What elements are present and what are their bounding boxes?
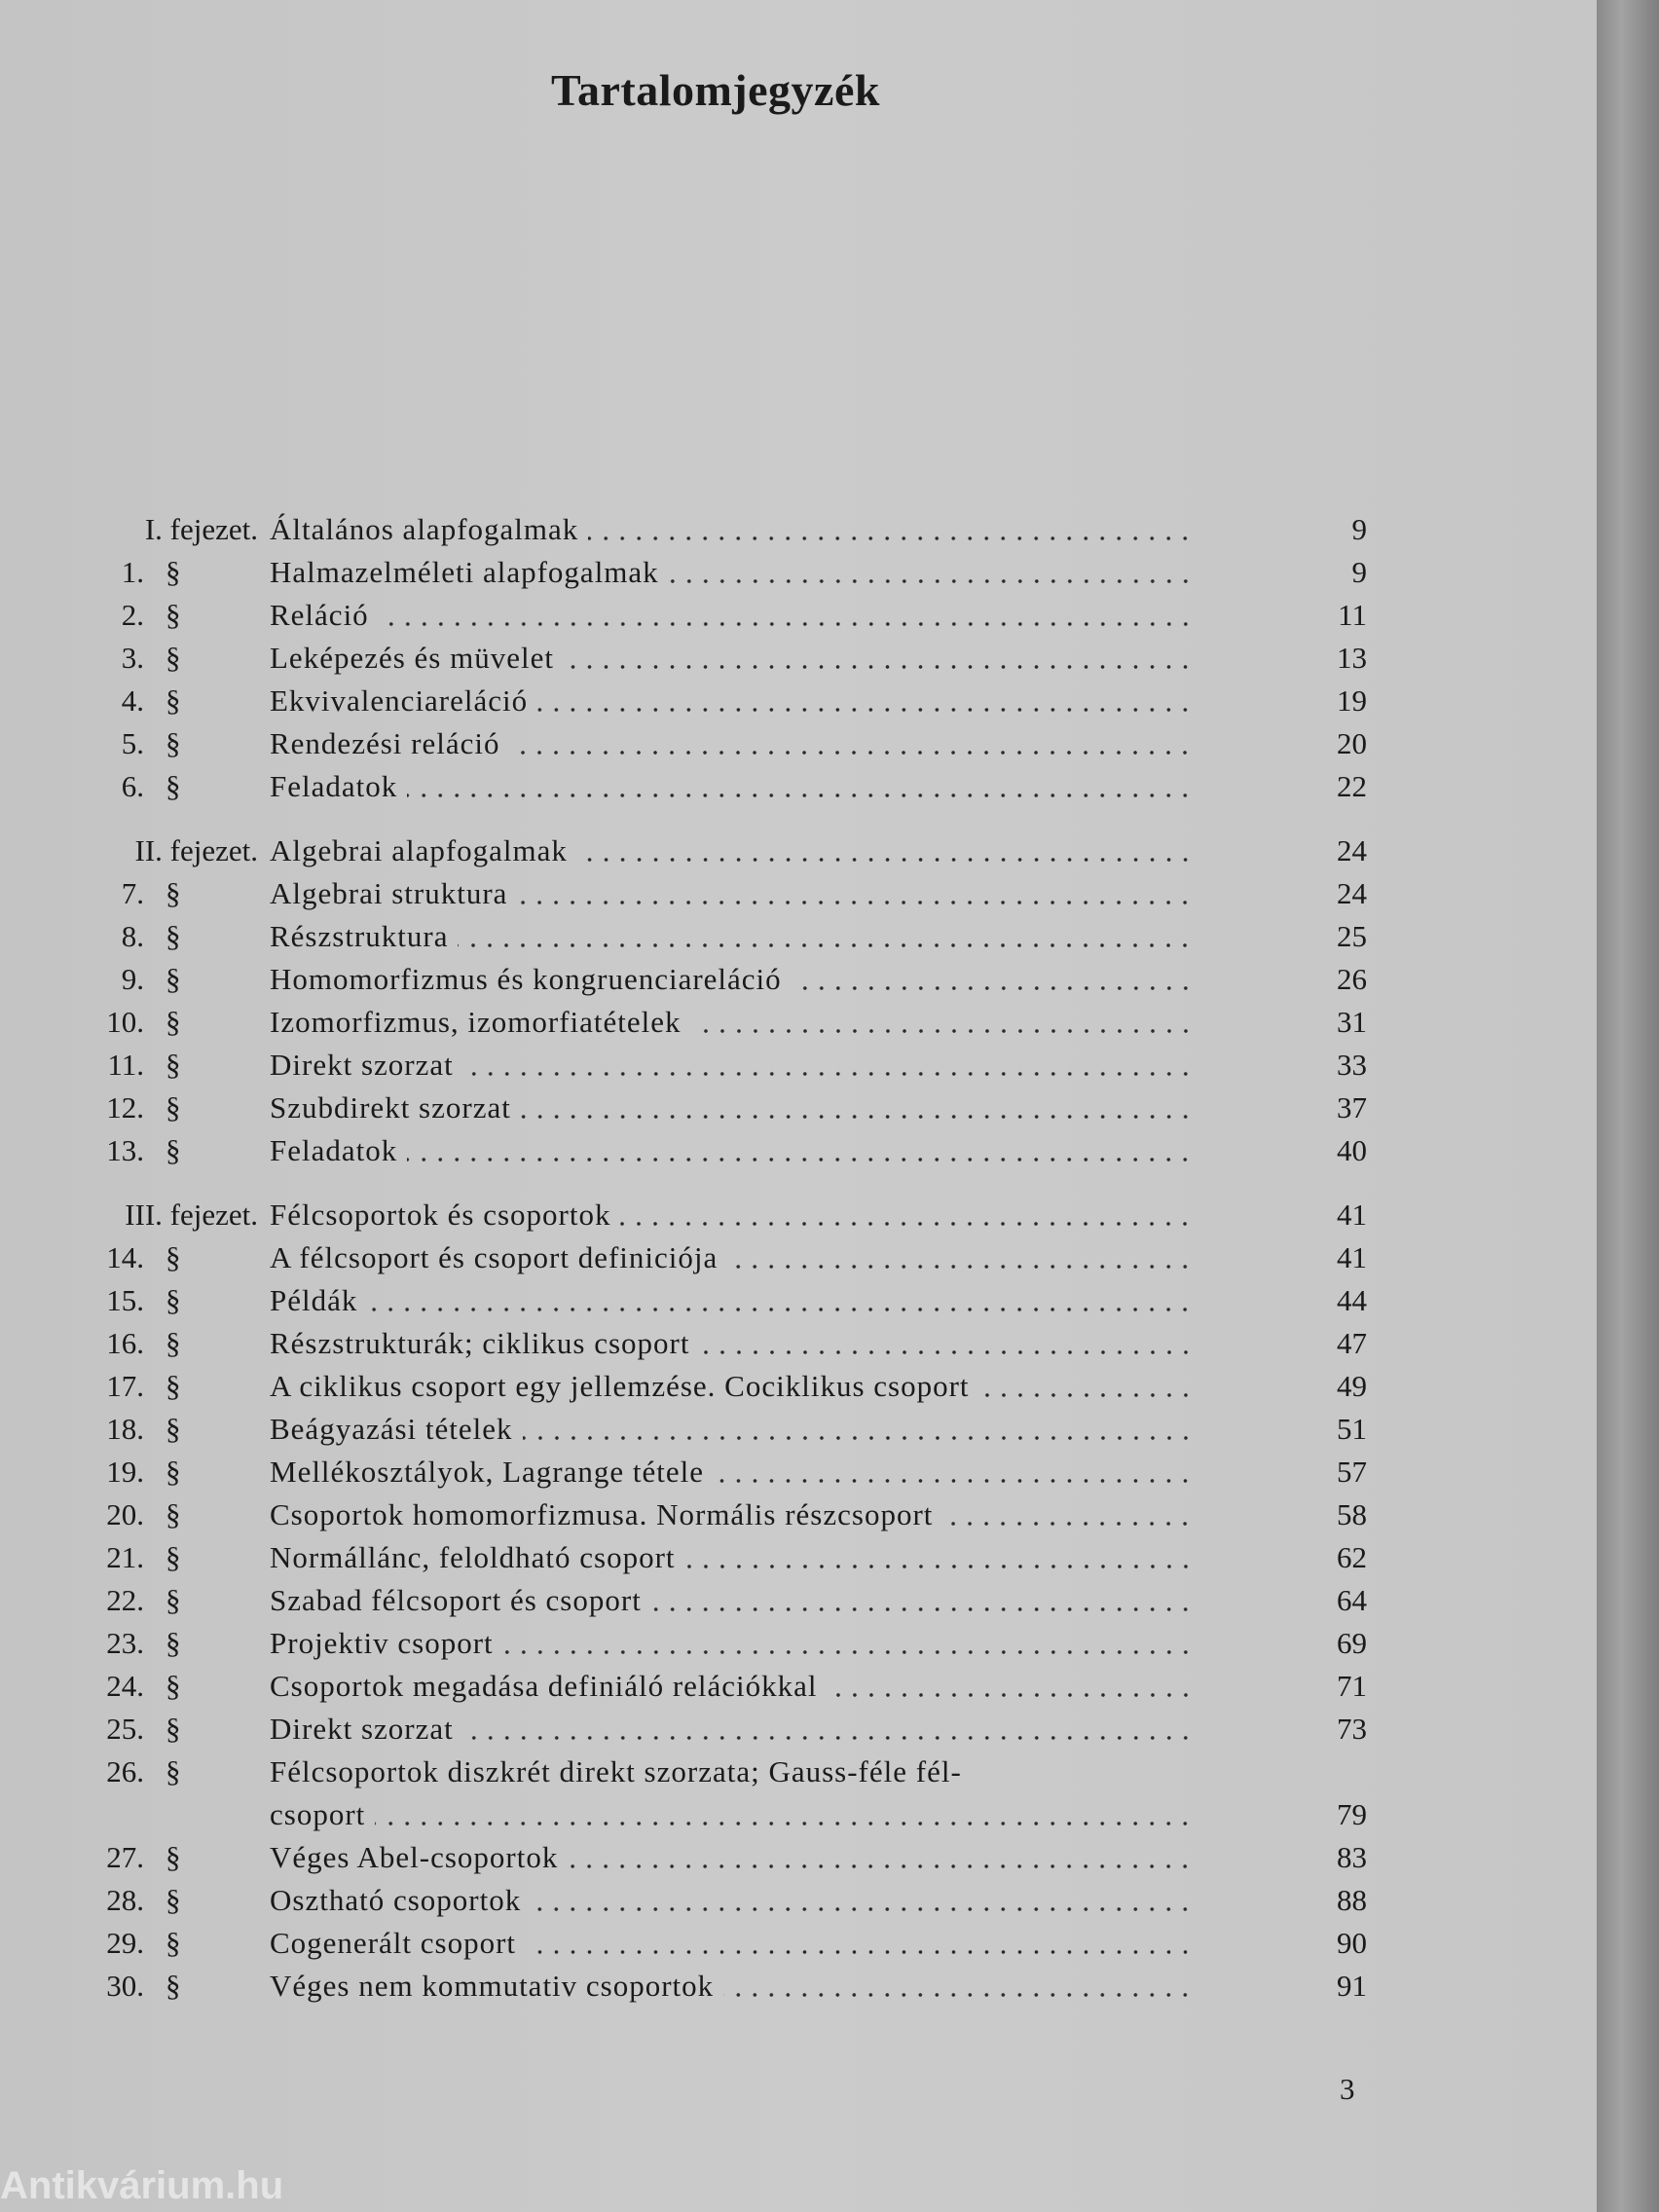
dot-leader (531, 1879, 1194, 1922)
entry-page: 37 (1337, 1090, 1367, 1124)
entry-page: 33 (1337, 1048, 1367, 1082)
entry-page: 26 (1337, 962, 1367, 996)
section-number: 25. (106, 1712, 144, 1746)
section-symbol: § (166, 598, 181, 632)
chapter-entry (0, 830, 1367, 872)
section-entry (0, 1965, 1367, 2008)
section-entry (0, 958, 1367, 1001)
section-symbol: § (166, 555, 181, 589)
section-number: 18. (106, 1412, 144, 1446)
entry-page: 57 (1337, 1455, 1367, 1489)
entry-title: Reláció (270, 598, 369, 632)
section-symbol: § (166, 641, 181, 675)
entry-title: Példák (270, 1283, 358, 1317)
entry-title: Csoportok homomorfizmusa. Normális részcsoport (270, 1497, 934, 1531)
section-number: 21. (106, 1540, 144, 1574)
entry-title: Algebrai alapfogalmak (270, 833, 568, 867)
dot-leader (588, 508, 1194, 551)
section-entry (0, 1836, 1367, 1879)
section-symbol: § (166, 876, 181, 910)
dot-leader (942, 1493, 1194, 1536)
section-number: 27. (106, 1840, 144, 1874)
chapter-number: III. fejezet. (125, 1198, 258, 1232)
dot-leader (691, 1001, 1194, 1044)
section-number: 20. (106, 1497, 144, 1531)
dot-leader (517, 872, 1194, 915)
entry-title: Homomorfizmus és kongruenciareláció (270, 962, 782, 996)
section-entry (0, 1322, 1367, 1365)
entry-title: Szubdirekt szorzat (270, 1090, 511, 1124)
entry-page: 44 (1337, 1283, 1367, 1317)
section-entry (0, 1493, 1367, 1536)
section-number: 13. (106, 1133, 144, 1167)
entry-page: 9 (1351, 512, 1367, 546)
section-entry (0, 1087, 1367, 1129)
section-entry (0, 1665, 1367, 1708)
section-number: 12. (106, 1090, 144, 1124)
section-number: 16. (106, 1326, 144, 1360)
entry-title: Félcsoportok diszkrét direkt szorzata; Gauss-féle fél- (270, 1754, 962, 1788)
section-number: 9. (121, 962, 144, 996)
entry-title: Félcsoportok és csoportok (270, 1198, 611, 1232)
dot-leader (700, 1322, 1195, 1365)
entry-title: Szabad félcsoport és csoport (270, 1583, 642, 1617)
section-entry (0, 1129, 1367, 1172)
section-entry (0, 1044, 1367, 1087)
section-entry (0, 872, 1367, 915)
section-entry (0, 1001, 1367, 1044)
book-edge (1597, 0, 1659, 2212)
section-symbol: § (166, 1133, 181, 1167)
entry-page: 91 (1337, 1969, 1367, 2003)
section-number: 10. (106, 1005, 144, 1039)
entry-page: 9 (1351, 555, 1367, 589)
section-entry (0, 1622, 1367, 1665)
dot-leader (407, 765, 1194, 808)
section-number: 5. (121, 726, 144, 760)
section-number: 23. (106, 1626, 144, 1660)
entry-title: Csoportok megadása definiáló relációkkal (270, 1669, 818, 1703)
entry-page: 19 (1337, 683, 1367, 718)
section-entry (0, 594, 1367, 637)
section-symbol: § (166, 1840, 181, 1874)
section-number: 8. (121, 919, 144, 953)
dot-leader (727, 1236, 1194, 1279)
entry-title: Direkt szorzat (270, 1712, 454, 1746)
dot-leader (367, 1279, 1194, 1322)
dot-leader (685, 1536, 1194, 1579)
section-symbol: § (166, 919, 181, 953)
section-entry (0, 1922, 1367, 1965)
section-symbol: § (166, 1090, 181, 1124)
dot-leader (503, 1622, 1194, 1665)
entry-page: 69 (1337, 1626, 1367, 1660)
dot-leader (407, 1129, 1194, 1172)
section-entry (0, 1236, 1367, 1279)
section-entry (0, 1408, 1367, 1451)
section-number: 14. (106, 1240, 144, 1274)
dot-leader (458, 915, 1194, 958)
dot-leader (537, 680, 1194, 722)
dot-leader (714, 1451, 1194, 1493)
section-number: 4. (121, 683, 144, 718)
section-number: 24. (106, 1669, 144, 1703)
dot-leader (723, 1965, 1194, 2008)
section-symbol: § (166, 1669, 181, 1703)
entry-page: 51 (1337, 1412, 1367, 1446)
entry-page: 31 (1337, 1005, 1367, 1039)
chapter-entry (0, 508, 1367, 551)
entry-title: Beágyazási tételek (270, 1412, 513, 1446)
section-number: 6. (121, 769, 144, 803)
dot-leader (379, 594, 1194, 637)
section-number: 26. (106, 1754, 144, 1788)
entry-page: 24 (1337, 876, 1367, 910)
section-symbol: § (166, 1883, 181, 1917)
entry-page: 13 (1337, 641, 1367, 675)
entry-page: 47 (1337, 1326, 1367, 1360)
entry-page: 11 (1338, 598, 1367, 632)
section-entry (0, 1365, 1367, 1408)
entry-page: 49 (1337, 1369, 1367, 1403)
section-entry (0, 680, 1367, 722)
entry-page: 90 (1337, 1926, 1367, 1960)
entry-title: Mellékosztályok, Lagrange tétele (270, 1455, 705, 1489)
entry-title: Izomorfizmus, izomorfiatételek (270, 1005, 682, 1039)
section-symbol: § (166, 1754, 181, 1788)
section-number: 30. (106, 1969, 144, 2003)
entry-title: Feladatok (270, 769, 398, 803)
section-symbol: § (166, 726, 181, 760)
section-entry (0, 1579, 1367, 1622)
section-entry (0, 722, 1367, 765)
entry-page: 58 (1337, 1497, 1367, 1531)
section-symbol: § (166, 1005, 181, 1039)
entry-title: Általános alapfogalmak (270, 512, 579, 546)
dot-leader (577, 830, 1194, 872)
entry-title: Halmazelméleti alapfogalmak (270, 555, 659, 589)
entry-page: 83 (1337, 1840, 1367, 1874)
section-symbol: § (166, 769, 181, 803)
entry-page: 71 (1337, 1669, 1367, 1703)
entry-title: Véges Abel-csoportok (270, 1840, 559, 1874)
section-number: 7. (121, 876, 144, 910)
section-symbol: § (166, 683, 181, 718)
section-number: 3. (121, 641, 144, 675)
entry-page: 41 (1337, 1240, 1367, 1274)
entry-title: A félcsoport és csoport definiciója (270, 1240, 719, 1274)
section-number: 22. (106, 1583, 144, 1617)
section-entry (0, 915, 1367, 958)
page-title: Tartalomjegyzék (551, 65, 880, 115)
entry-title: Véges nem kommutativ csoportok (270, 1969, 715, 2003)
chapter-entry (0, 1194, 1367, 1236)
section-symbol: § (166, 1369, 181, 1403)
section-entry (0, 637, 1367, 680)
section-symbol: § (166, 1326, 181, 1360)
section-entry-continuation (0, 1793, 1367, 1836)
section-entry (0, 1708, 1367, 1751)
section-symbol: § (166, 1712, 181, 1746)
entry-page: 79 (1337, 1797, 1367, 1831)
section-entry (0, 551, 1367, 594)
dot-leader (568, 1836, 1194, 1879)
dot-leader (669, 551, 1194, 594)
entry-page: 88 (1337, 1883, 1367, 1917)
entry-title: Cogenerált csoport (270, 1926, 517, 1960)
entry-page: 25 (1337, 919, 1367, 953)
entry-title: Normállánc, feloldható csoport (270, 1540, 676, 1574)
entry-page: 62 (1337, 1540, 1367, 1574)
dot-leader (620, 1194, 1194, 1236)
dot-leader (526, 1922, 1194, 1965)
chapter-number: I. fejezet. (144, 512, 258, 546)
entry-page: 41 (1337, 1198, 1367, 1232)
page-number: 3 (1340, 2072, 1355, 2106)
section-number: 28. (106, 1883, 144, 1917)
entry-title: Részstruktura (270, 919, 449, 953)
section-number: 19. (106, 1455, 144, 1489)
section-symbol: § (166, 1455, 181, 1489)
section-number: 17. (106, 1369, 144, 1403)
table-of-contents (0, 508, 1367, 2008)
entry-title-continuation: csoport (270, 1797, 366, 1831)
section-number: 1. (121, 555, 144, 589)
section-symbol: § (166, 1240, 181, 1274)
entry-page: 73 (1337, 1712, 1367, 1746)
dot-leader (375, 1793, 1194, 1836)
entry-page: 24 (1337, 833, 1367, 867)
dot-leader (521, 1087, 1194, 1129)
dot-leader (509, 722, 1194, 765)
section-symbol: § (166, 962, 181, 996)
entry-title: Projektiv csoport (270, 1626, 494, 1660)
section-symbol: § (166, 1626, 181, 1660)
entry-page: 20 (1337, 726, 1367, 760)
dot-leader (828, 1665, 1194, 1708)
section-entry (0, 765, 1367, 808)
section-symbol: § (166, 1969, 181, 2003)
section-symbol: § (166, 1048, 181, 1082)
section-entry (0, 1751, 1367, 1793)
section-number: 29. (106, 1926, 144, 1960)
entry-title: Direkt szorzat (270, 1048, 454, 1082)
section-symbol: § (166, 1540, 181, 1574)
dot-leader (792, 958, 1194, 1001)
section-symbol: § (166, 1283, 181, 1317)
dot-leader (523, 1408, 1194, 1451)
section-entry (0, 1879, 1367, 1922)
entry-title: A ciklikus csoport egy jellemzése. Cociklikus csoport (270, 1369, 970, 1403)
dot-leader (463, 1044, 1194, 1087)
dot-leader (651, 1579, 1194, 1622)
chapter-number: II. fejezet. (134, 833, 258, 867)
section-entry (0, 1451, 1367, 1493)
section-number: 15. (106, 1283, 144, 1317)
entry-title: Ekvivalenciareláció (270, 683, 529, 718)
entry-title: Osztható csoportok (270, 1883, 522, 1917)
entry-page: 22 (1337, 769, 1367, 803)
section-symbol: § (166, 1497, 181, 1531)
dot-leader (463, 1708, 1194, 1751)
entry-title: Feladatok (270, 1133, 398, 1167)
entry-title: Részstrukturák; ciklikus csoport (270, 1326, 690, 1360)
section-symbol: § (166, 1926, 181, 1960)
entry-title: Algebrai struktura (270, 876, 508, 910)
watermark: Antikvárium.hu (0, 2164, 284, 2207)
section-symbol: § (166, 1412, 181, 1446)
dot-leader (564, 637, 1194, 680)
dot-leader (979, 1365, 1194, 1408)
entry-page: 64 (1337, 1583, 1367, 1617)
entry-page: 40 (1337, 1133, 1367, 1167)
section-entry (0, 1536, 1367, 1579)
section-number: 2. (121, 598, 144, 632)
section-symbol: § (166, 1583, 181, 1617)
section-entry (0, 1279, 1367, 1322)
entry-title: Leképezés és müvelet (270, 641, 554, 675)
entry-title: Rendezési reláció (270, 726, 500, 760)
section-number: 11. (107, 1048, 144, 1082)
